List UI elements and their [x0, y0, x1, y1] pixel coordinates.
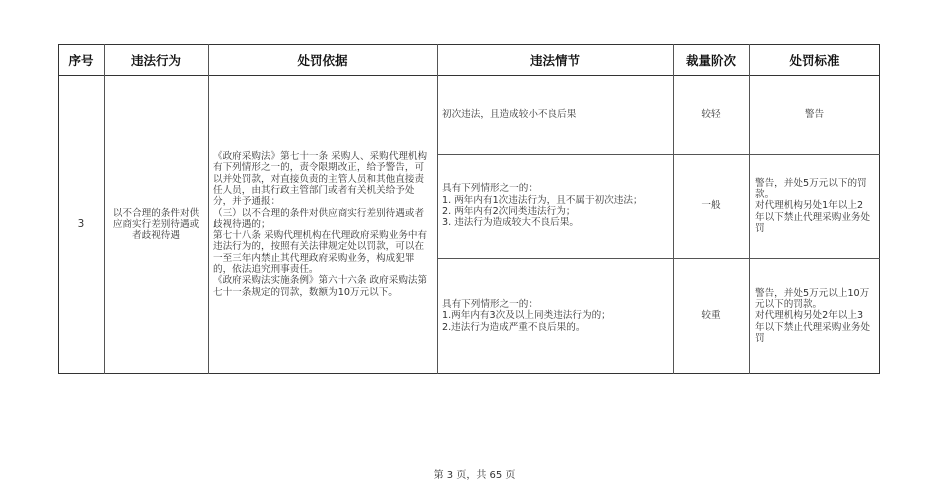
row-number: 3	[77, 217, 85, 230]
violation-behavior: 以不合理的条件对供应商实行差别待遇或者歧视待遇	[112, 207, 200, 242]
header-basis: 处罚依据	[297, 52, 348, 68]
circumstance-general: 具有下列情形之一的： 1. 两年内有1次违法行为，且不属于初次违法； 2. 两年内有2次同类违法行为； 3. 违法行为造成较大不良后果。	[442, 183, 643, 229]
header-number: 序号	[68, 52, 94, 68]
header-behavior: 违法行为	[130, 52, 181, 68]
penalty-basis: 《政府采购法》第七十一条 采购人、采购代理机构有下列情形之一的，责令限期改正，给予警告，可以并处罚款，对直接负责的主管人员和其他直接责任人员，由其行政主管部门或者有关机关给予处分，并予通报： （三）以不合理的条件对供应商实行差别待遇或者歧视待遇的； 第七十八条 采购代理机构在代理政府采购业务中有违法行为的，按照有关法律规定处以罚款，可以在一至三年内禁止其代理政府采购业务，构成犯罪的，依法追究刑事责任。 《政府采购法实施条例》第六十六条 政府采购法第七十一条规定的罚款，数额为10万元以下。	[213, 151, 428, 298]
penalty-table	[58, 44, 880, 374]
level-minor: 较轻	[701, 108, 721, 120]
page-footer: 第 3 页，共 65 页	[433, 470, 516, 481]
header-circumstance: 违法情节	[529, 52, 580, 68]
standard-serious: 警告，并处5万元以上10万元以下的罚款。 对代理机构另处2年以上3年以下禁止代理采购业务处罚	[755, 287, 871, 344]
level-serious: 较重	[701, 310, 721, 322]
column-divider	[104, 44, 105, 374]
standard-general: 警告，并处5万元以下的罚款。 对代理机构另处1年以上2年以下禁止代理采购业务处罚	[755, 177, 871, 234]
header-standard: 处罚标准	[789, 52, 840, 68]
standard-minor: 警告	[804, 108, 825, 120]
header-level: 裁量阶次	[685, 52, 736, 68]
level-general: 一般	[701, 200, 721, 212]
circumstance-serious: 具有下列情形之一的： 1.两年内有3次及以上同类违法行为的； 2.违法行为造成严重不良后果的。	[442, 299, 611, 333]
circumstance-minor: 初次违法，且造成较小不良后果	[442, 108, 577, 120]
